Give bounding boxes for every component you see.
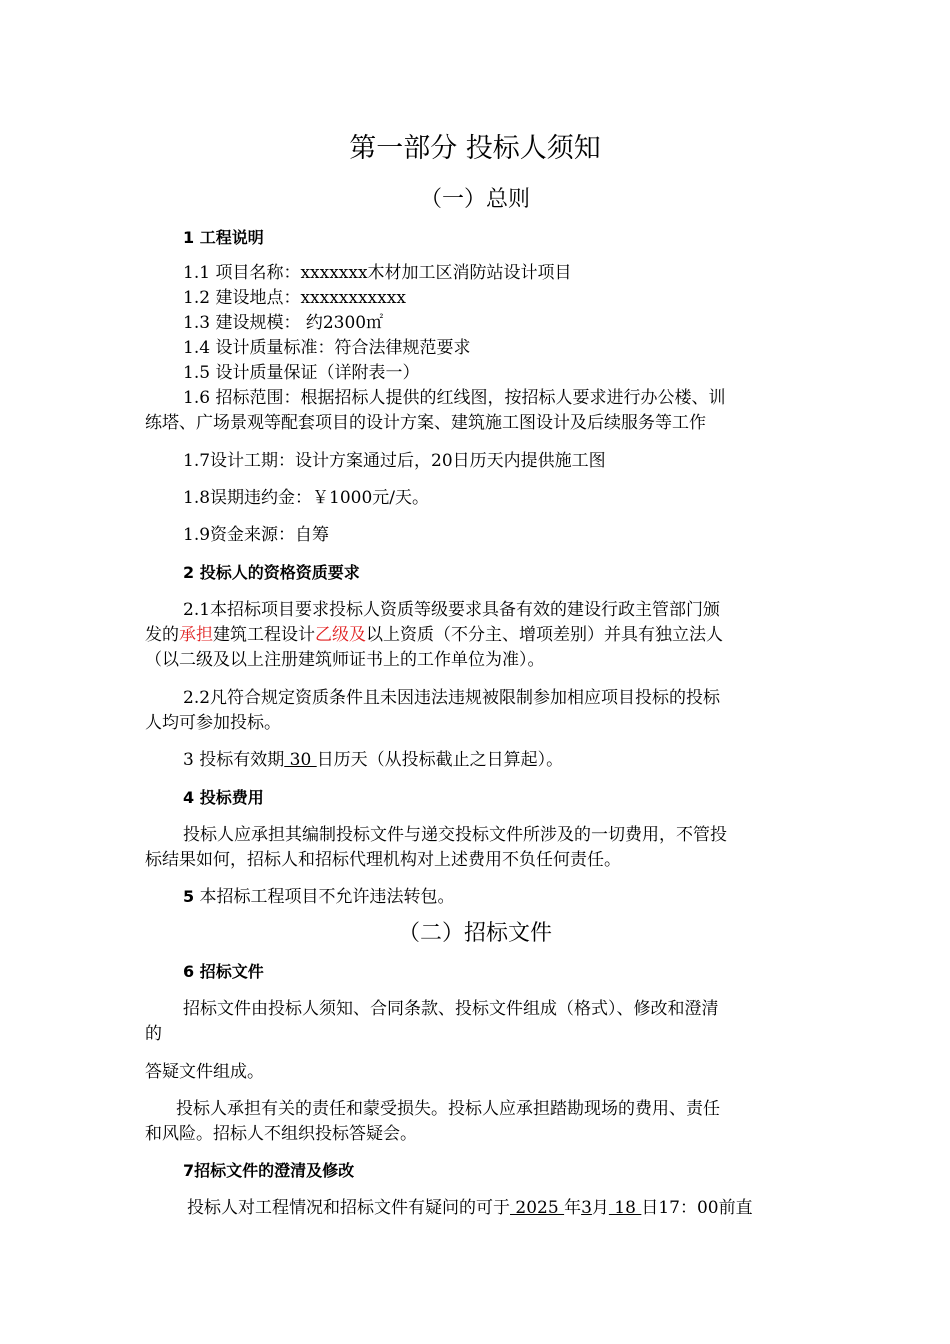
deadline-year: 2025 <box>510 1198 565 1218</box>
text: 以上资质（不分主、增项差别）并具有独立法人 <box>366 625 723 645</box>
line-1-1: 1.1 项目名称：xxxxxxx木材加工区消防站设计项目 <box>183 263 572 283</box>
section-heading-general: （一）总则 <box>419 187 530 212</box>
line-1-7: 1.7设计工期：设计方案通过后，20日历天内提供施工图 <box>183 451 606 471</box>
deadline-month: 3 <box>581 1198 592 1218</box>
line-6b: 的 <box>145 1024 162 1044</box>
line-7 <box>187 1197 753 1219</box>
text: 3 投标有效期 <box>183 750 285 770</box>
text: 投标人对工程情况和招标文件有疑问的可于 <box>187 1198 510 1218</box>
line-1-9: 1.9资金来源：自筹 <box>183 525 330 545</box>
line-1-4: 1.4 设计质量标准：符合法律规范要求 <box>183 338 471 358</box>
item-heading-cost: 4 投标费用 <box>183 788 264 807</box>
line-6c: 答疑文件组成。 <box>145 1062 264 1082</box>
line-4b: 标结果如何，招标人和招标代理机构对上述费用不负任何责任。 <box>145 850 621 870</box>
line-5 <box>183 886 455 908</box>
line-6a: 招标文件由投标人须知、合同条款、投标文件组成（格式）、修改和澄清 <box>183 999 719 1019</box>
text: 建筑工程设计 <box>213 625 315 645</box>
text: 月 <box>591 1198 609 1218</box>
line-2-1c: （以二级及以上注册建筑师证书上的工作单位为准）。 <box>145 650 545 670</box>
line-1-6a: 1.6 招标范围：根据招标人提供的红线图，按招标人要求进行办公楼、训 <box>183 388 726 408</box>
line-3-validity <box>183 749 563 771</box>
highlight-text: 承担 <box>179 625 213 645</box>
line-1-3: 1.3 建设规模： 约2300㎡ <box>183 313 384 333</box>
item-heading-qualification: 2 投标人的资格资质要求 <box>183 563 360 582</box>
page-title: 第一部分 投标人须知 <box>349 133 601 164</box>
line-4a: 投标人应承担其编制投标文件与递交投标文件所涉及的一切费用，不管投 <box>183 825 727 845</box>
text: 年 <box>564 1198 582 1218</box>
text: 日历天（从投标截止之日算起）。 <box>316 750 564 770</box>
line-1-8: 1.8误期违约金：￥1000元/天。 <box>183 488 430 508</box>
deadline-day: 18 <box>608 1198 642 1218</box>
item-heading-clarification: 7招标文件的澄清及修改 <box>183 1161 355 1180</box>
text: 本招标工程项目不允许违法转包。 <box>194 887 455 907</box>
text: 发的 <box>145 625 179 645</box>
line-2-1b <box>145 624 723 646</box>
line-2-2b: 人均可参加投标。 <box>145 713 281 733</box>
line-2-1a: 2.1本招标项目要求投标人资质等级要求具备有效的建设行政主管部门颁 <box>183 600 721 620</box>
line-1-5: 1.5 设计质量保证（详附表一） <box>183 363 420 383</box>
line-2-2a: 2.2凡符合规定资质条件且未因违法违规被限制参加相应项目投标的投标 <box>183 688 721 708</box>
item-heading-documents: 6 招标文件 <box>183 962 264 981</box>
text: 日17：00前直 <box>641 1198 753 1218</box>
line-6e: 和风险。招标人不组织投标答疑会。 <box>145 1124 417 1144</box>
line-6d: 投标人承担有关的责任和蒙受损失。投标人应承担踏勘现场的费用、责任 <box>176 1099 720 1119</box>
line-1-6b: 练塔、广场景观等配套项目的设计方案、建筑施工图设计及后续服务等工作 <box>145 413 706 433</box>
line-1-2: 1.2 建设地点：xxxxxxxxxxx <box>183 288 406 308</box>
validity-days: 30 <box>284 750 317 770</box>
highlight-text: 乙级及 <box>315 625 366 645</box>
section-heading-documents: （二）招标文件 <box>397 921 552 946</box>
item-number: 5 <box>183 887 195 906</box>
item-heading-project: 1 工程说明 <box>183 228 264 247</box>
